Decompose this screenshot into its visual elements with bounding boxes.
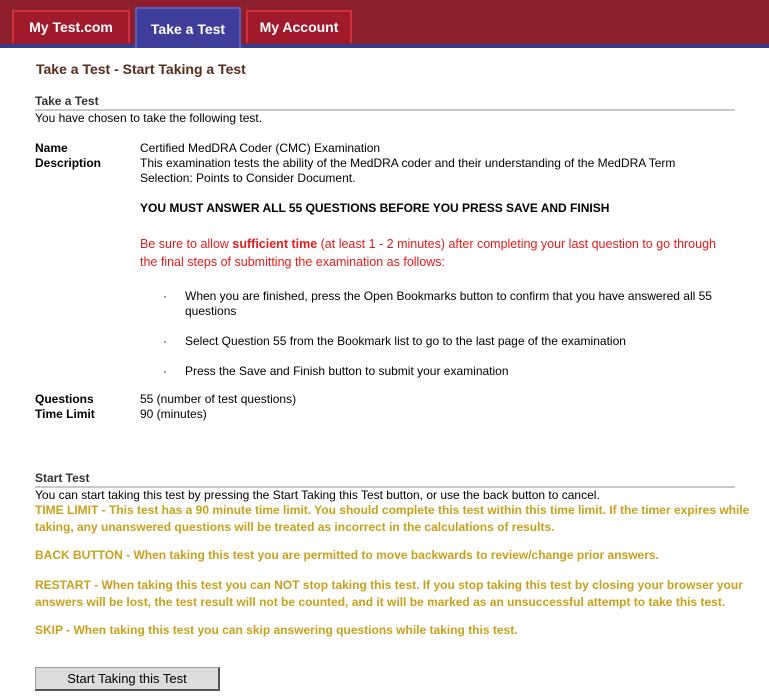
sufficient-time-notice [140, 235, 720, 271]
restart-note: RESTART - When taking this test you can NOT stop taking this test. If you stop taking this test by closing your browser your answers will be lost, the test result will not be counted, and it will be marked as an unsuccessful attempt to take this test. [35, 578, 743, 609]
bullet-item: Press the Save and Finish button to submit your examination [185, 364, 509, 378]
time-limit-note: TIME LIMIT - This test has a 90 minute time limit. You should complete this test within this time limit. If the timer expires while taking, any unanswered questions will be treated as incorrect in the calculations of results. [35, 503, 750, 534]
red-bold: sufficient time [232, 237, 318, 251]
questions-value: 55 (number of test questions) [140, 392, 297, 406]
tab-my-account[interactable]: My Account [246, 10, 352, 43]
page-title: Take a Test - Start Taking a Test [36, 61, 246, 77]
name-value: Certified MedDRA Coder (CMC) Examination [140, 141, 381, 155]
bullet-item: Select Question 55 from the Bookmark list to go to the last page of the examination [185, 334, 626, 348]
description-value: This examination tests the ability of the MedDRA coder and their understanding of the MedDRA Term Selection: Points to Consider Document. [140, 156, 676, 185]
start-test-button[interactable]: Start Taking this Test [35, 667, 220, 691]
start-test-heading: Start Test [35, 471, 735, 488]
time-limit-value: 90 (minutes) [140, 407, 207, 421]
red-prefix: Be sure to allow [140, 237, 233, 251]
tab-my-test[interactable]: My Test.com [12, 10, 130, 43]
red-suffix: (at least 1 - 2 minutes) after completing your last question to go through the final steps of submitting the examination as follows: [140, 237, 716, 269]
back-button-note: BACK BUTTON - When taking this test you are permitted to move backwards to review/change prior answers. [35, 548, 659, 562]
bullet-item: When you are finished, press the Open Bookmarks button to confirm that you have answered all 55 questions [185, 289, 712, 318]
description-label: Description [35, 156, 102, 170]
questions-label: Questions [35, 392, 94, 406]
take-test-intro: You have chosen to take the following test. [35, 111, 263, 125]
start-test-intro: You can start taking this test by pressing the Start Taking this Test button, or use the back button to cancel. [35, 488, 600, 502]
bullet-dot: · [163, 334, 167, 348]
skip-note: SKIP - When taking this test you can skip answering questions while taking this test. [35, 623, 518, 637]
name-label: Name [35, 141, 68, 155]
tab-take-a-test[interactable]: Take a Test [135, 7, 241, 48]
bullet-dot: · [163, 289, 167, 303]
top-nav-bar [0, 0, 769, 48]
must-answer-notice: YOU MUST ANSWER ALL 55 QUESTIONS BEFORE YOU PRESS SAVE AND FINISH [140, 201, 610, 215]
time-limit-label: Time Limit [35, 407, 95, 421]
take-test-heading: Take a Test [35, 94, 735, 111]
nav-underline [0, 44, 769, 48]
bullet-dot: · [163, 364, 167, 378]
